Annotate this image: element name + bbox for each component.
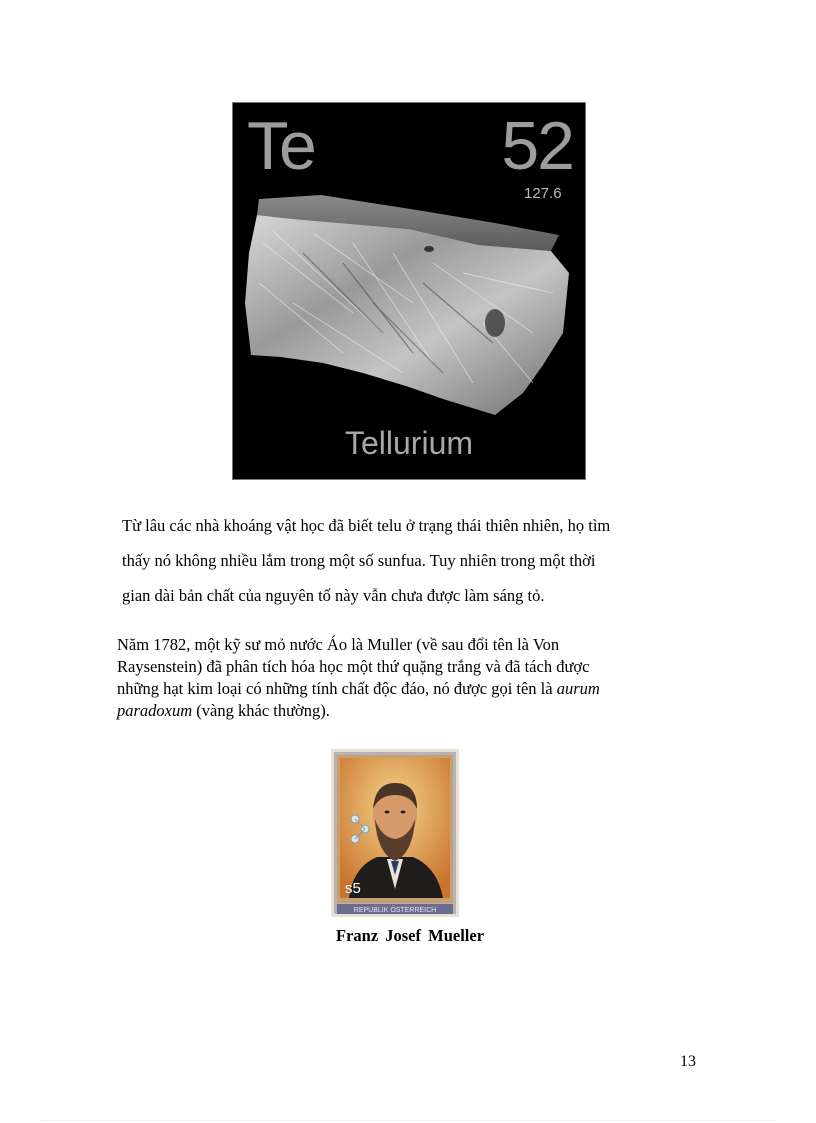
- history-paragraph: [117, 634, 697, 722]
- paragraph-line: [117, 700, 697, 722]
- stamp-value: s5: [345, 880, 361, 897]
- italic-term: paradoxum: [117, 701, 193, 720]
- paragraph-line: gian dài bản chất của nguyên tố này vẫn chưa được làm sáng tỏ.: [122, 586, 545, 605]
- paragraph-line: [117, 678, 697, 700]
- paragraph-text: (vàng khác thường).: [192, 701, 330, 720]
- paragraph-line: Năm 1782, một kỹ sư mỏ nước Áo là Muller (về sau đổi tên là Von: [117, 635, 560, 654]
- paragraph-line: Raysenstein) đã phân tích hóa học một thứ quặng trắng và đã tách được: [117, 657, 590, 676]
- tellurium-element-image: [232, 102, 586, 480]
- mueller-stamp-image: [331, 749, 459, 917]
- page-bottom-divider: [40, 1120, 776, 1121]
- stamp-caption: Franz Josef Mueller: [335, 926, 485, 945]
- paragraph-line: thấy nó không nhiều lắm trong một số sunfua. Tuy nhiên trong một thời: [122, 551, 596, 570]
- paragraph-line: Từ lâu các nhà khoáng vật học đã biết telu ở trạng thái thiên nhiên, họ tìm: [122, 516, 611, 535]
- atomic-number: 52: [501, 108, 573, 184]
- paragraph-text: những hạt kim loại có những tính chất độc đáo, nó được gọi tên là: [117, 679, 557, 698]
- intro-paragraph: [122, 508, 692, 613]
- atomic-mass: 127.6: [524, 185, 562, 202]
- page-number: 13: [680, 1053, 696, 1070]
- stamp-country: REPUBLIK ÖSTERREICH: [353, 907, 437, 914]
- italic-term: aurum: [556, 679, 600, 698]
- element-name: Tellurium: [344, 425, 474, 461]
- element-symbol: Te: [247, 108, 315, 184]
